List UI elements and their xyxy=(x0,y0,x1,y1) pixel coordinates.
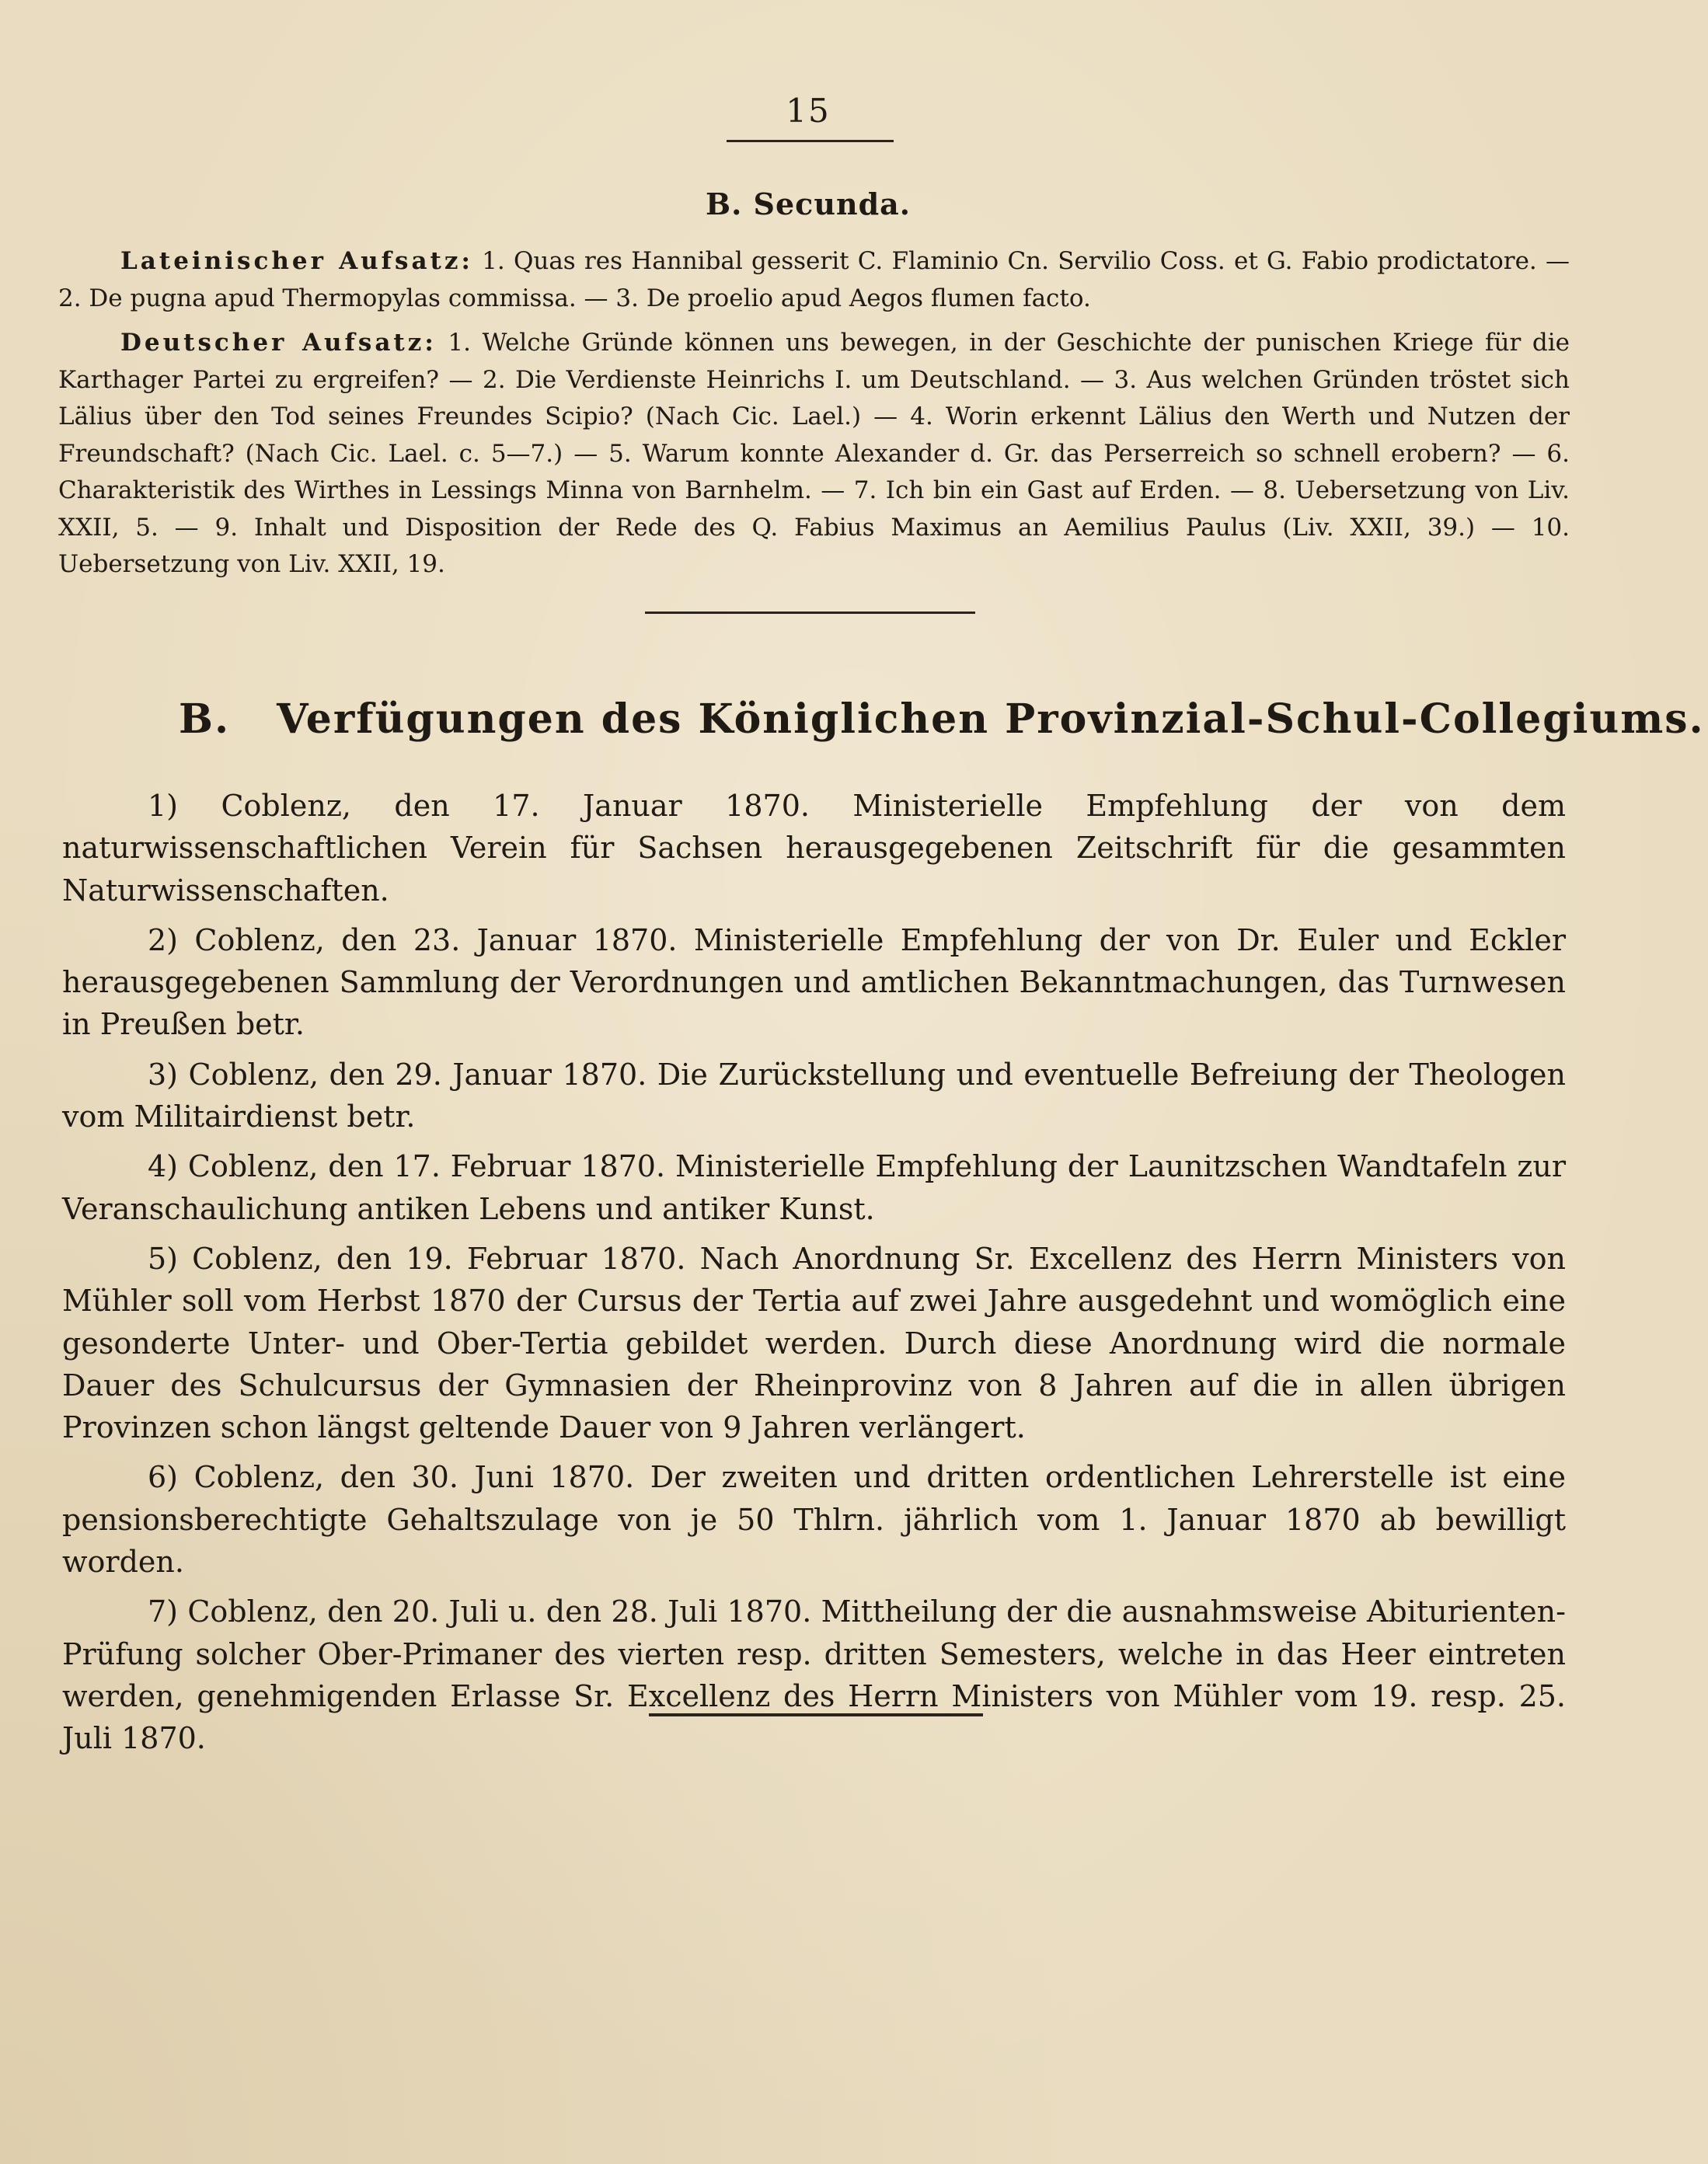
german-essay-label: Deutscher Aufsatz: xyxy=(120,329,437,357)
german-essay-topics: 1. Welche Gründe können uns bewegen, in der Geschichte der punischen Kriege für die Karthager Partei zu ergreifen? — 2. Die Verdienste Heinrichs I. um Deutschland. — 3. Aus welchen Gründen tröstet sich Lälius über den Tod seines Freundes Scipio? (Nach Cic. Lael.) — 4. Worin erkennt Lälius den Werth und Nutzen der Freundschaft? (Nach Cic. Lael. c. 5—7.) — 5. Warum konnte Alexander d. Gr. das Perserreich so schnell erobern? — 6. Charakteristik des Wirthes in Lessings Minna von Barnhelm. — 7. Ich bin ein Gast auf Erden. — 8. Uebersetzung von Liv. XXII, 5. — 9. Inhalt und Disposition der Rede des Q. Fabius Maximus an Aemilius Paulus (Liv. XXII, 39.) — 10. Uebersetzung von Liv. XXII, 19. xyxy=(58,329,1570,578)
german-essay-paragraph xyxy=(58,325,1570,584)
decrees-list xyxy=(62,785,1566,1768)
decree-item: 7) Coblenz, den 20. Juli u. den 28. Juli 1870. Mittheilung der die ausnahmsweise Abiturienten-Prüfung solcher Ober-Primaner des vierten resp. dritten Semesters, welche in das Heer eintreten werden, genehmigenden Erlasse Sr. Excellenz des Herrn Ministers von Mühler vom 19. resp. 25. Juli 1870. xyxy=(62,1594,1566,1756)
latin-essay-paragraph xyxy=(58,243,1570,317)
section-title: Verfügungen des Königlichen Provinzial-Schul-Collegiums. xyxy=(277,695,1705,743)
decree-item: 3) Coblenz, den 29. Januar 1870. Die Zurückstellung und eventuelle Befreiung der Theologen vom Militairdienst betr. xyxy=(62,1057,1566,1134)
decree-item: 5) Coblenz, den 19. Februar 1870. Nach Anordnung Sr. Excellenz des Herrn Ministers von Mühler soll vom Herbst 1870 der Cursus der Tertia auf zwei Jahre ausgedehnt und womöglich eine gesonderte Unter- und Ober-Tertia gebildet werden. Durch diese Anordnung wird die normale Dauer des Schulcursus der Gymnasien der Rheinprovinz von 8 Jahren auf die in allen übrigen Provinzen schon längst geltende Dauer von 9 Jahren verlängert. xyxy=(62,1241,1566,1445)
latin-essay-block xyxy=(58,243,1570,317)
decree-item: 2) Coblenz, den 23. Januar 1870. Ministerielle Empfehlung der von Dr. Euler und Eckler herausgegebenen Sammlung der Verordnungen und amtlichen Bekanntmachungen, das Turnwesen in Preußen betr. xyxy=(62,922,1566,1042)
section-label: B. xyxy=(179,695,231,743)
section-heading xyxy=(179,695,1705,743)
decree-item: 4) Coblenz, den 17. Februar 1870. Ministerielle Empfehlung der Launitzschen Wandtafeln zur Veranschaulichung antiken Lebens und antiker Kunst. xyxy=(62,1149,1566,1226)
closing-rule xyxy=(649,1713,983,1716)
latin-essay-label: Lateinischer Aufsatz: xyxy=(120,247,473,275)
decree-item: 1) Coblenz, den 17. Januar 1870. Ministerielle Empfehlung der von dem naturwissenschaftlichen Verein für Sachsen herausgegebenen Zeitschrift für die gesammten Naturwissenschaften. xyxy=(62,789,1566,908)
page-number-rule xyxy=(727,140,894,142)
secunda-heading: B. Secunda. xyxy=(705,186,911,221)
page-number: 15 xyxy=(786,92,831,130)
german-essay-block xyxy=(58,325,1570,584)
section-divider xyxy=(645,612,975,614)
decree-item: 6) Coblenz, den 30. Juni 1870. Der zweiten und dritten ordentlichen Lehrerstelle ist eine pensionsberechtigte Gehaltszulage von je 50 Thlrn. jährlich vom 1. Januar 1870 ab bewilligt worden. xyxy=(62,1460,1566,1580)
latin-essay-topics: 1. Quas res Hannibal gesserit C. Flaminio Cn. Servilio Coss. et G. Fabio prodictatore. — 2. De pugna apud Thermopylas commissa. — 3. De proelio apud Aegos flumen facto. xyxy=(58,247,1570,312)
